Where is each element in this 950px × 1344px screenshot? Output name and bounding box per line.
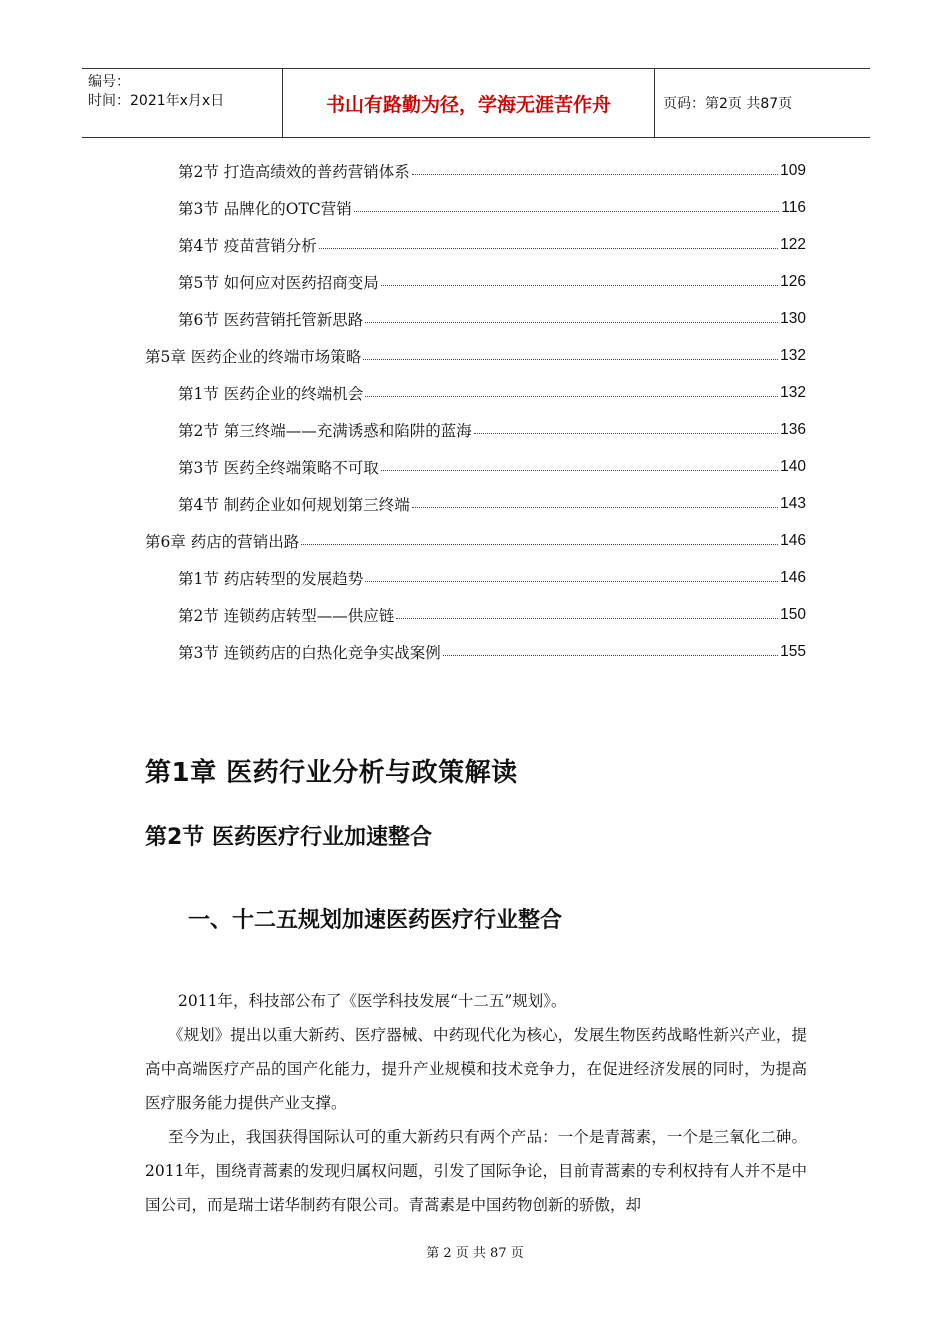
toc-entry-title: 第4节 疫苗营销分析 xyxy=(178,236,317,255)
toc-dot-leader xyxy=(365,396,778,397)
toc-entry-title: 第6章 药店的营销出路 xyxy=(145,532,300,551)
toc-entry-title: 第4节 制药企业如何规划第三终端 xyxy=(178,495,410,514)
toc-entry[interactable] xyxy=(178,448,806,485)
toc-entry-title: 第3节 医药全终端策略不可取 xyxy=(178,458,379,477)
paragraph: 至今为止，我国获得国际认可的重大新药只有两个产品：一个是青蒿素，一个是三氧化二砷。2011年，围绕青蒿素的发现归属权问题，引发了国际争论，目前青蒿素的专利权持有人并不是中国公司，而是瑞士诺华制药有限公司。青蒿素是中国药物创新的骄傲，却 xyxy=(145,1128,807,1214)
toc-entry-title: 第2节 第三终端——充满诱惑和陷阱的蓝海 xyxy=(178,421,472,440)
toc-entry-page: 143 xyxy=(780,494,806,512)
chapter-heading: 第1章 医药行业分析与政策解读 xyxy=(145,758,518,788)
paragraph: 《规划》提出以重大新药、医疗器械、中药现代化为核心，发展生物医药战略性新兴产业，提高中高端医疗产品的国产化能力，提升产业规模和技术竞争力，在促进经济发展的同时，为提高医疗服务能力提供产业支撑。 xyxy=(145,1026,807,1112)
paragraph: 2011年，科技部公布了《医学科技发展“十二五”规划》。 xyxy=(178,992,567,1010)
toc-dot-leader xyxy=(381,285,778,286)
toc-entry-page: 126 xyxy=(780,272,806,290)
subsection-heading: 一、十二五规划加速医药医疗行业整合 xyxy=(188,908,563,933)
header-page-info: 页码：第2页 共87页 xyxy=(663,96,793,112)
toc-entry[interactable] xyxy=(178,263,806,300)
page-footer: 第 2 页 共 87 页 xyxy=(426,1246,524,1261)
toc-entry-page: 116 xyxy=(781,198,806,216)
toc-entry-page: 146 xyxy=(780,531,806,549)
toc-dot-leader xyxy=(319,248,778,249)
toc-entry-page: 132 xyxy=(780,383,806,401)
toc-entry-title: 第5章 医药企业的终端市场策略 xyxy=(145,347,362,366)
toc-entry-title: 第2节 连锁药店转型——供应链 xyxy=(178,606,395,625)
toc-entry[interactable] xyxy=(178,226,806,263)
toc-dot-leader xyxy=(363,359,778,360)
toc-entry[interactable] xyxy=(178,300,806,337)
toc-dot-leader xyxy=(412,507,778,508)
toc-entry[interactable] xyxy=(178,485,806,522)
toc-entry-page: 122 xyxy=(780,235,806,253)
section-heading: 第2节 医药医疗行业加速整合 xyxy=(145,825,432,850)
toc-dot-leader xyxy=(412,174,778,175)
page-header xyxy=(82,68,870,138)
toc-entry[interactable] xyxy=(178,374,806,411)
toc-entry[interactable] xyxy=(178,189,806,226)
toc-dot-leader xyxy=(365,581,778,582)
toc-entry-page: 140 xyxy=(780,457,806,475)
toc-entry[interactable] xyxy=(145,337,806,374)
toc-entry[interactable] xyxy=(178,633,806,670)
toc-dot-leader xyxy=(474,433,778,434)
toc-dot-leader xyxy=(443,655,778,656)
toc-entry-page: 136 xyxy=(780,420,806,438)
toc-entry-title: 第1节 药店转型的发展趋势 xyxy=(178,569,364,588)
toc-entry-title: 第2节 打造高绩效的普药营销体系 xyxy=(178,162,410,181)
toc-entry-title: 第1节 医药企业的终端机会 xyxy=(178,384,364,403)
document-time-label: 时间：2021年x月x日 xyxy=(88,93,225,109)
toc-entry-page: 130 xyxy=(780,309,806,327)
toc-dot-leader xyxy=(365,322,778,323)
toc-entry[interactable] xyxy=(145,522,806,559)
header-motto: 书山有路勤为径，学海无涯苦作舟 xyxy=(282,69,655,137)
document-number-label: 编号： xyxy=(88,74,130,90)
toc-entry-page: 150 xyxy=(780,605,806,623)
toc-entry-title: 第3节 品牌化的OTC营销 xyxy=(178,199,352,218)
toc-entry-page: 132 xyxy=(780,346,806,364)
toc-entry-title: 第6节 医药营销托管新思路 xyxy=(178,310,364,329)
toc-entry-title: 第3节 连锁药店的白热化竞争实战案例 xyxy=(178,643,441,662)
toc-entry[interactable] xyxy=(178,559,806,596)
toc-dot-leader xyxy=(354,211,780,212)
toc-dot-leader xyxy=(381,470,778,471)
toc-entry-page: 146 xyxy=(780,568,806,586)
toc-entry[interactable] xyxy=(178,596,806,633)
toc-entry-page: 109 xyxy=(780,161,806,179)
toc-entry[interactable] xyxy=(178,411,806,448)
body-text xyxy=(145,984,807,1222)
toc-entry[interactable] xyxy=(178,152,806,189)
toc-dot-leader xyxy=(396,618,778,619)
header-meta xyxy=(82,69,282,137)
toc-entry-title: 第5节 如何应对医药招商变局 xyxy=(178,273,379,292)
toc-entry-page: 155 xyxy=(780,642,806,660)
toc-dot-leader xyxy=(301,544,778,545)
